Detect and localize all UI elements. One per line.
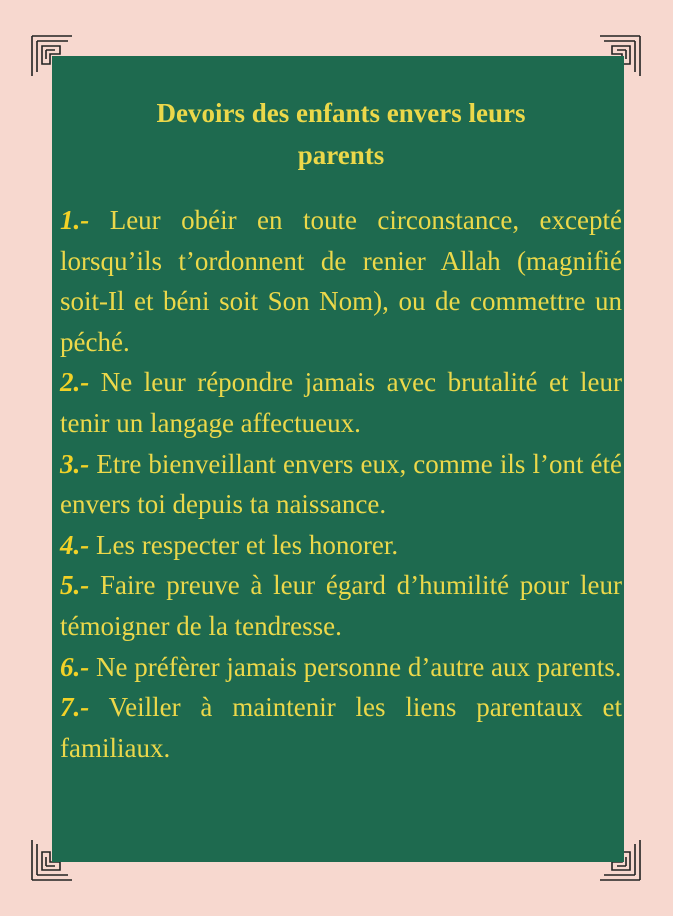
page-title: Devoirs des enfants envers leurs parents: [156, 98, 526, 170]
item-text: Leur obéir en toute circonstance, excepté lorsqu’ils t’ordonnent de renier Allah (magnifié soit-Il et béni soit Son Nom), ou de commettre un péché.: [60, 205, 622, 357]
list-item: [60, 687, 622, 768]
list-item: [60, 362, 622, 443]
item-number: 4.-: [60, 529, 90, 560]
item-text: Faire preuve à leur égard d’humilité pour leur témoigner de la tendresse.: [60, 570, 623, 641]
item-number: 2.-: [60, 367, 90, 398]
item-text: Les respecter et les honorer.: [96, 529, 399, 560]
list-item: [60, 525, 622, 566]
item-number: 7.-: [60, 692, 90, 723]
item-number: 1.-: [60, 205, 90, 235]
duties-list: [60, 200, 622, 768]
list-item: [60, 444, 622, 525]
list-item: [60, 565, 622, 646]
item-number: 5.-: [60, 570, 90, 601]
item-number: 6.-: [60, 651, 90, 682]
item-text: Ne leur répondre jamais avec brutalité et leur tenir un langage affectueux.: [60, 367, 622, 438]
item-text: Ne préfèrer jamais personne d’autre aux parents.: [96, 651, 622, 682]
list-item: [60, 200, 622, 362]
item-number: 3.-: [60, 448, 90, 479]
list-item: [60, 647, 622, 688]
content-panel: [52, 56, 624, 862]
item-text: Etre bienveillant envers eux, comme ils l’ont été envers toi depuis ta naissance.: [60, 448, 623, 520]
item-text: Veiller à maintenir les liens parentaux et familiaux.: [60, 692, 622, 763]
